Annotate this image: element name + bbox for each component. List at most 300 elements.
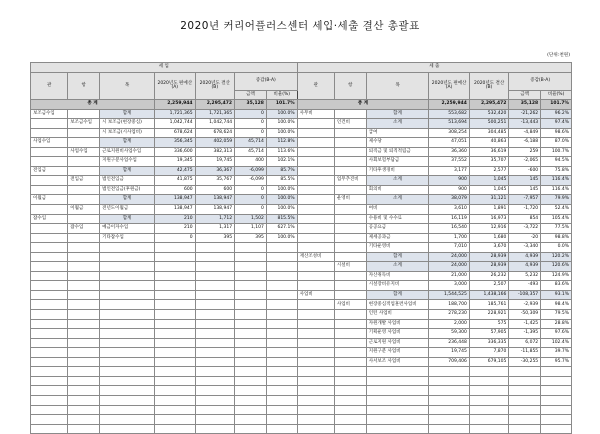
exp-mok-cell: 공공요금 — [366, 224, 429, 234]
rev-hang-cell — [68, 243, 100, 253]
exp-mok-cell: 자원개발 사업비 — [366, 319, 429, 329]
exp-amount-cell — [509, 405, 541, 415]
rev-ratio-cell — [266, 271, 297, 281]
rev-budget-cell: 356,345 — [154, 138, 195, 148]
table-row — [31, 119, 572, 129]
rev-ratio-cell — [266, 252, 297, 262]
exp-budget-cell: 2,000 — [429, 319, 470, 329]
rev-budget-cell — [154, 338, 195, 348]
rev-settle-cell — [195, 357, 235, 367]
rev-ratio-cell — [266, 386, 297, 396]
rev-amount-cell — [235, 300, 267, 310]
exp-gwan-cell — [297, 176, 334, 186]
rev-settle-cell — [195, 338, 235, 348]
rev-mok-cell — [100, 310, 155, 320]
table-row — [31, 195, 572, 205]
rev-gwan-cell — [31, 367, 68, 377]
exp-settle-cell: 304,485 — [469, 128, 509, 138]
exp-gwan-cell — [297, 214, 334, 224]
rev-mok-cell: 기타잡수입 — [100, 233, 155, 243]
exp-settle-cell: 2,577 — [469, 166, 509, 176]
exp-ratio-cell: 39.7% — [541, 348, 572, 358]
exp-budget-cell: 308,254 — [429, 128, 470, 138]
exp-ratio-cell — [541, 405, 572, 415]
table-row — [31, 166, 572, 176]
rev-mok-cell: 시 보조금(시사업비) — [100, 128, 155, 138]
table-row — [31, 329, 572, 339]
rev-hang-cell — [68, 185, 100, 195]
exp-hang-cell — [334, 367, 366, 377]
exp-amount-cell: 5,232 — [509, 271, 541, 281]
rev-amount-cell — [235, 281, 267, 291]
rev-settle-cell — [195, 367, 235, 377]
exp-budget-cell: 38,079 — [429, 195, 470, 205]
exp-amount-cell: 6,072 — [509, 338, 541, 348]
rev-settle-cell — [195, 262, 235, 272]
rev-ratio-cell: 100.0% — [266, 119, 297, 129]
rev-mok-cell — [100, 415, 155, 425]
exp-ratio-cell: 120.2% — [541, 252, 572, 262]
table-row — [31, 281, 572, 291]
exp-hang-cell: 시설비 — [334, 262, 366, 272]
rev-gwan-header: 관 — [31, 73, 68, 100]
exp-mok-cell: 지원구분 사업비 — [366, 348, 429, 358]
table-row — [31, 128, 572, 138]
rev-gwan-cell: 전입금 — [31, 166, 68, 176]
rev-ratio-cell: 100.0% — [266, 185, 297, 195]
rev-ratio-header: 비율(%) — [266, 91, 297, 100]
rev-ratio-cell — [266, 395, 297, 405]
rev-budget-cell: 210 — [154, 214, 195, 224]
rev-mok-cell — [100, 357, 155, 367]
exp-hang-cell: 인건비 — [334, 119, 366, 129]
rev-budget-cell — [154, 300, 195, 310]
rev-budget-cell: 600 — [154, 185, 195, 195]
rev-ratio-cell — [266, 376, 297, 386]
exp-mok-cell: 합계 — [366, 290, 429, 300]
rev-budget-cell: 678,624 — [154, 128, 195, 138]
exp-gwan-cell — [297, 271, 334, 281]
exp-ratio-cell — [541, 367, 572, 377]
rev-ratio-cell — [266, 310, 297, 320]
rev-mok-cell — [100, 386, 155, 396]
exp-mok-cell: 근로지원 사업비 — [366, 338, 429, 348]
exp-settle-cell: 575 — [469, 319, 509, 329]
rev-ratio-cell: 85.7% — [266, 166, 297, 176]
rev-ratio-cell — [266, 329, 297, 339]
exp-settle-cell: 228,921 — [469, 310, 509, 320]
exp-budget-cell: 37,552 — [429, 157, 470, 167]
exp-gwan-cell — [297, 157, 334, 167]
exp-gwan-cell — [297, 357, 334, 367]
rev-ratio-cell — [266, 281, 297, 291]
exp-ratio-header: 비율(%) — [541, 91, 572, 100]
rev-ratio-cell: 100.0% — [266, 205, 297, 215]
exp-amount-cell: -4,849 — [509, 128, 541, 138]
rev-hang-cell — [68, 233, 100, 243]
rev-amount-cell: 0 — [235, 185, 267, 195]
rev-mok-cell: 예금이자수입 — [100, 224, 155, 234]
rev-hang-cell: 보조금수입 — [68, 119, 100, 129]
table-row — [31, 319, 572, 329]
table-row — [31, 205, 572, 215]
exp-budget-cell: 3,000 — [429, 281, 470, 291]
rev-amount-cell: 45,714 — [235, 147, 267, 157]
exp-settle-cell: 679,105 — [469, 357, 509, 367]
exp-budget-cell — [429, 424, 470, 434]
exp-hang-cell — [334, 376, 366, 386]
exp-settle-cell: 336,335 — [469, 338, 509, 348]
exp-mok-cell: 제수당 — [366, 138, 429, 148]
rev-budget-cell: 1,721,365 — [154, 109, 195, 119]
rev-ratio-cell — [266, 357, 297, 367]
table-row — [31, 214, 572, 224]
rev-budget-cell — [154, 424, 195, 434]
rev-gwan-cell — [31, 348, 68, 358]
exp-gwan-cell — [297, 405, 334, 415]
rev-settle-cell — [195, 243, 235, 253]
exp-budget-cell: 3,610 — [429, 205, 470, 215]
exp-budget-cell: 1,544,525 — [429, 290, 470, 300]
rev-ratio-cell: 627.1% — [266, 224, 297, 234]
rev-settle-cell: 1,317 — [195, 224, 235, 234]
rev-settle-cell: 382,313 — [195, 147, 235, 157]
table-row — [31, 109, 572, 119]
exp-ratio-cell: 105.4% — [541, 214, 572, 224]
exp-gwan-cell — [297, 233, 334, 243]
rev-amount-header: 금액 — [235, 91, 267, 100]
rev-budget-cell: 42,475 — [154, 166, 195, 176]
rev-gwan-cell — [31, 243, 68, 253]
exp-ratio-cell — [541, 424, 572, 434]
rev-settle-cell — [195, 376, 235, 386]
exp-budget-cell: 553,682 — [429, 109, 470, 119]
rev-hang-cell — [68, 214, 100, 224]
rev-ratio-cell — [266, 243, 297, 253]
exp-settle-cell — [469, 376, 509, 386]
rev-gwan-cell: 잡수입 — [31, 214, 68, 224]
rev-hang-header: 항 — [68, 73, 100, 100]
exp-ratio-cell: 120.6% — [541, 262, 572, 272]
rev-gwan-cell — [31, 281, 68, 291]
exp-amount-cell — [509, 395, 541, 405]
exp-amount-cell: 145 — [509, 176, 541, 186]
exp-hang-cell — [334, 252, 366, 262]
rev-amount-cell: 1,107 — [235, 224, 267, 234]
exp-hang-cell — [334, 166, 366, 176]
exp-gwan-cell — [297, 329, 334, 339]
rev-gwan-cell — [31, 252, 68, 262]
exp-budget-cell: 900 — [429, 185, 470, 195]
exp-mok-cell: 제세공과금 — [366, 233, 429, 243]
rev-gwan-cell — [31, 329, 68, 339]
exp-budget-cell: 21,000 — [429, 271, 470, 281]
table-row — [31, 300, 572, 310]
exp-total-amount: 35,128 — [509, 100, 541, 110]
exp-ratio-cell: 116.4% — [541, 185, 572, 195]
rev-ratio-cell — [266, 415, 297, 425]
settlement-table — [30, 62, 572, 434]
rev-ratio-cell: 815.5% — [266, 214, 297, 224]
rev-hang-cell — [68, 367, 100, 377]
rev-ratio-cell: 100.0% — [266, 128, 297, 138]
exp-amount-cell: -3,722 — [509, 224, 541, 234]
rev-gwan-cell — [31, 424, 68, 434]
rev-gwan-cell: 보조금수입 — [31, 109, 68, 119]
table-row — [31, 176, 572, 186]
exp-settle-cell — [469, 424, 509, 434]
rev-amount-cell: 0 — [235, 128, 267, 138]
rev-gwan-cell — [31, 386, 68, 396]
exp-budget-cell — [429, 415, 470, 425]
rev-mok-cell: 시 보조금(현장중심) — [100, 119, 155, 129]
rev-budget-cell: 19,345 — [154, 157, 195, 167]
rev-gwan-cell — [31, 119, 68, 129]
rev-mok-cell — [100, 329, 155, 339]
exp-gwan-cell: 사무비 — [297, 109, 334, 119]
exp-amount-cell: -3,340 — [509, 243, 541, 253]
rev-hang-cell — [68, 376, 100, 386]
exp-budget-cell: 236,448 — [429, 338, 470, 348]
exp-ratio-cell: 97.4% — [541, 119, 572, 129]
exp-gwan-cell — [297, 386, 334, 396]
rev-ratio-cell: 113.6% — [266, 147, 297, 157]
exp-hang-cell — [334, 128, 366, 138]
exp-ratio-cell: 116.4% — [541, 176, 572, 186]
rev-settle-cell: 678,624 — [195, 128, 235, 138]
rev-hang-cell — [68, 195, 100, 205]
exp-total-label: 총 계 — [297, 100, 429, 110]
exp-budget-cell: 36,360 — [429, 147, 470, 157]
exp-mok-cell: 퇴직금 및 퇴직적립금 — [366, 147, 429, 157]
exp-ratio-cell: 79.9% — [541, 195, 572, 205]
exp-budget-cell: 7,010 — [429, 243, 470, 253]
rev-budget-cell — [154, 281, 195, 291]
exp-gwan-cell — [297, 424, 334, 434]
rev-amount-cell: 400 — [235, 157, 267, 167]
exp-gwan-cell — [297, 395, 334, 405]
rev-ratio-cell — [266, 300, 297, 310]
exp-budget-header: 2020년도 편예산 (A) — [429, 73, 470, 100]
rev-mok-cell — [100, 300, 155, 310]
rev-ratio-cell — [266, 405, 297, 415]
rev-budget-cell — [154, 329, 195, 339]
rev-gwan-cell — [31, 147, 68, 157]
rev-gwan-cell: 사업수입 — [31, 138, 68, 148]
exp-hang-cell — [334, 338, 366, 348]
exp-amount-cell — [509, 424, 541, 434]
rev-gwan-cell — [31, 319, 68, 329]
rev-amount-cell — [235, 415, 267, 425]
rev-gwan-cell — [31, 338, 68, 348]
rev-settle-cell — [195, 281, 235, 291]
rev-hang-cell — [68, 166, 100, 176]
rev-mok-cell: 합계 — [100, 109, 155, 119]
rev-gwan-cell — [31, 290, 68, 300]
exp-settle-cell: 1,045 — [469, 176, 509, 186]
rev-budget-cell — [154, 348, 195, 358]
exp-amount-cell: -2,065 — [509, 157, 541, 167]
exp-budget-cell: 24,000 — [429, 262, 470, 272]
rev-amount-cell — [235, 367, 267, 377]
rev-hang-cell: 사업수입 — [68, 147, 100, 157]
exp-hang-cell — [334, 214, 366, 224]
exp-ratio-cell: 52.4% — [541, 205, 572, 215]
exp-hang-cell — [334, 386, 366, 396]
exp-hang-cell — [334, 329, 366, 339]
rev-settle-cell: 1,721,365 — [195, 109, 235, 119]
exp-ratio-cell: 77.5% — [541, 224, 572, 234]
rev-hang-cell — [68, 338, 100, 348]
rev-total-ratio: 101.7% — [266, 100, 297, 110]
rev-amount-cell: -6,099 — [235, 166, 267, 176]
rev-hang-cell — [68, 310, 100, 320]
exp-amount-cell: -1,395 — [509, 329, 541, 339]
exp-gwan-cell — [297, 319, 334, 329]
exp-gwan-cell — [297, 367, 334, 377]
exp-budget-cell: 513,694 — [429, 119, 470, 129]
exp-settle-cell: 2,507 — [469, 281, 509, 291]
exp-settle-cell: 57,905 — [469, 329, 509, 339]
exp-settle-cell: 16,973 — [469, 214, 509, 224]
exp-total-ratio: 101.7% — [541, 100, 572, 110]
table-row — [31, 338, 572, 348]
rev-amount-cell — [235, 405, 267, 415]
rev-amount-cell: 0 — [235, 195, 267, 205]
exp-gwan-cell — [297, 205, 334, 215]
exp-gwan-header: 관 — [297, 73, 334, 100]
exp-settle-cell — [469, 367, 509, 377]
exp-settle-cell: 28,939 — [469, 252, 509, 262]
rev-mok-cell: 합계 — [100, 138, 155, 148]
rev-amount-cell — [235, 329, 267, 339]
rev-total-label: 총 계 — [31, 100, 155, 110]
exp-amount-cell: -30,255 — [509, 357, 541, 367]
table-row — [31, 415, 572, 425]
exp-hang-cell — [334, 147, 366, 157]
exp-ratio-cell — [541, 415, 572, 425]
rev-mok-cell — [100, 319, 155, 329]
rev-budget-cell: 138,947 — [154, 195, 195, 205]
rev-settle-cell: 402,059 — [195, 138, 235, 148]
rev-hang-cell — [68, 415, 100, 425]
table-row — [31, 290, 572, 300]
rev-settle-cell — [195, 310, 235, 320]
rev-gwan-cell — [31, 405, 68, 415]
exp-mok-cell: 소계 — [366, 195, 429, 205]
exp-gwan-cell — [297, 195, 334, 205]
exp-ratio-cell: 79.5% — [541, 310, 572, 320]
exp-hang-cell — [334, 205, 366, 215]
rev-hang-cell — [68, 271, 100, 281]
rev-amount-cell — [235, 357, 267, 367]
rev-budget-cell — [154, 367, 195, 377]
exp-budget-cell: 47,051 — [429, 138, 470, 148]
rev-gwan-cell: 이월금 — [31, 195, 68, 205]
table-row — [31, 138, 572, 148]
rev-gwan-cell — [31, 185, 68, 195]
rev-amount-cell — [235, 319, 267, 329]
exp-gwan-cell — [297, 281, 334, 291]
exp-amount-cell: -11,855 — [509, 348, 541, 358]
rev-amount-cell — [235, 243, 267, 253]
rev-mok-cell — [100, 338, 155, 348]
exp-ratio-cell — [541, 376, 572, 386]
exp-settle-header: 2020년도 결산 (B) — [469, 73, 509, 100]
exp-mok-cell: 소계 — [366, 176, 429, 186]
exp-amount-cell — [509, 415, 541, 425]
rev-settle-header: 2020년도 결산 (B) — [195, 73, 235, 100]
rev-mok-cell: 합계 — [100, 195, 155, 205]
rev-hang-cell — [68, 252, 100, 262]
exp-ratio-cell: 95.7% — [541, 357, 572, 367]
exp-amount-cell: -6,188 — [509, 138, 541, 148]
exp-ratio-cell: 87.0% — [541, 138, 572, 148]
rev-settle-cell: 1,042,744 — [195, 119, 235, 129]
rev-settle-cell — [195, 395, 235, 405]
rev-settle-cell — [195, 271, 235, 281]
rev-mok-cell: 근로지원비사업수입 — [100, 147, 155, 157]
rev-budget-header: 2020년도 편예산 (A) — [154, 73, 195, 100]
exp-budget-cell — [429, 386, 470, 396]
exp-mok-cell: 자산취득비 — [366, 271, 429, 281]
exp-settle-cell: 532,420 — [469, 109, 509, 119]
exp-mok-cell: 소계 — [366, 262, 429, 272]
rev-hang-cell — [68, 348, 100, 358]
exp-budget-cell: 24,000 — [429, 252, 470, 262]
exp-settle-cell — [469, 395, 509, 405]
rev-settle-cell: 19,745 — [195, 157, 235, 167]
rev-mok-cell: 전년도이월금 — [100, 205, 155, 215]
table-row — [31, 367, 572, 377]
rev-gwan-cell — [31, 262, 68, 272]
rev-mok-cell: 법인전입금 — [100, 176, 155, 186]
rev-mok-header: 목 — [100, 73, 155, 100]
exp-mok-cell: 인턴 사업비 — [366, 310, 429, 320]
exp-hang-cell — [334, 157, 366, 167]
rev-hang-cell — [68, 128, 100, 138]
rev-amount-cell: 0 — [235, 119, 267, 129]
exp-settle-cell: 26,232 — [469, 271, 509, 281]
unit-label: (단위:천원) — [547, 53, 570, 58]
rev-budget-cell: 0 — [154, 233, 195, 243]
exp-mok-cell — [366, 367, 429, 377]
rev-hang-cell — [68, 138, 100, 148]
exp-hang-cell: 사업비 — [334, 300, 366, 310]
exp-total-budget: 2,259,944 — [429, 100, 470, 110]
rev-amount-cell — [235, 386, 267, 396]
rev-hang-cell: 이월금 — [68, 205, 100, 215]
exp-hang-cell — [334, 415, 366, 425]
rev-ratio-cell — [266, 367, 297, 377]
rev-ratio-cell — [266, 338, 297, 348]
exp-gwan-cell — [297, 185, 334, 195]
exp-amount-cell: 854 — [509, 214, 541, 224]
exp-hang-cell — [334, 395, 366, 405]
exp-settle-cell: 3,670 — [469, 243, 509, 253]
exp-amount-cell: -50,309 — [509, 310, 541, 320]
exp-hang-cell — [334, 348, 366, 358]
rev-gwan-cell — [31, 300, 68, 310]
exp-budget-cell: 19,745 — [429, 348, 470, 358]
rev-gwan-cell — [31, 128, 68, 138]
rev-amount-cell: 395 — [235, 233, 267, 243]
exp-amount-cell: -108,357 — [509, 290, 541, 300]
exp-ratio-cell — [541, 386, 572, 396]
exp-budget-cell — [429, 376, 470, 386]
rev-mok-cell — [100, 395, 155, 405]
table-row — [31, 271, 572, 281]
